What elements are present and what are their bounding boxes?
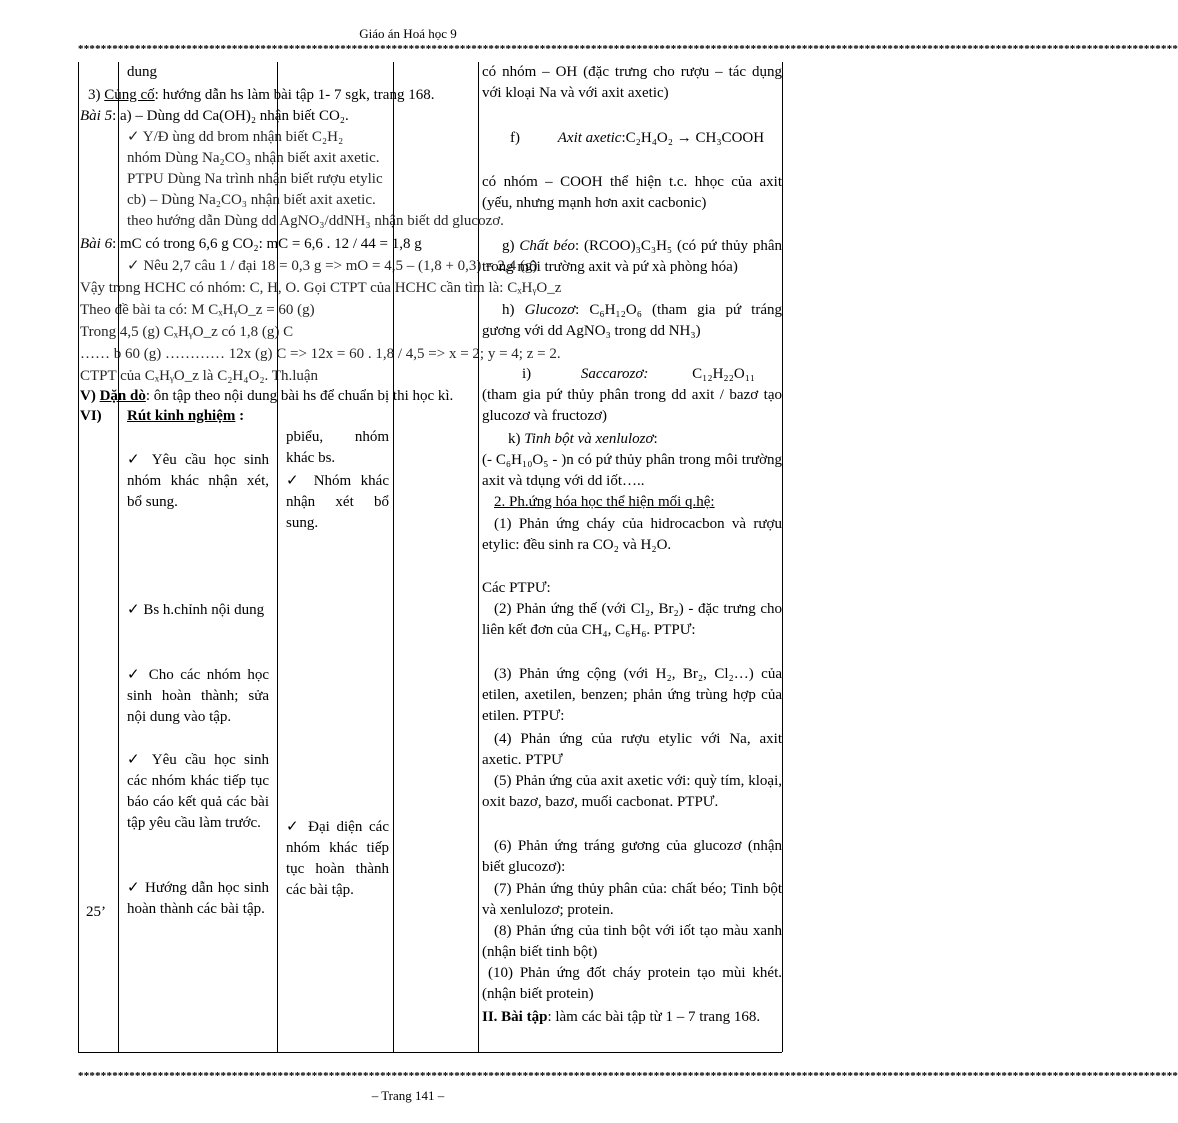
- col4-reaction: (5) Phản ứng của axit axetic với: quỳ tím, kloại, oxit bazơ, bazơ, muối cacbonat. PTPƯ.: [482, 773, 782, 810]
- col4-acetic-acid: f) Axit axetic:C₂H₄O₂ → CH₃COOH: [510, 130, 765, 146]
- col4-reaction: (7) Phản ứng thủy phân của: chất béo; Tinh bột và xenlulozơ; protein.: [482, 881, 782, 918]
- bai5-text: : a) – Dùng dd Ca(OH)₂ nhận biết CO₂.: [112, 108, 349, 124]
- overlap-line: …… b 60 (g) ………… 12x (g) C => 12x = 60 . 1,8 / 4,5 => x = 2; y = 4; z = 2.: [80, 346, 561, 362]
- cung-co-line: [88, 85, 434, 106]
- overlap-line: Vậy trong HCHC có nhóm: C, H, O. Gọi CTPT của HCHC cần tìm là: CₓHᵧO_z: [80, 280, 562, 296]
- col4-reaction: (1) Phản ứng cháy của hidrocacbon và rượu etylic: đều sinh ra CO₂ và H₂O.: [482, 516, 782, 553]
- bai6-label: Bài 6: [80, 236, 113, 252]
- col4-reaction: (6) Phản ứng tráng gương của glucozơ (nhận biết glucozơ):: [482, 838, 782, 875]
- table-border-bottom: [78, 1052, 782, 1053]
- footer-star-divider: *************************************************************************************************************************************************************************************************: [78, 1070, 1178, 1082]
- col2-paragraph: ✓ Bs h.chỉnh nội dung: [127, 602, 265, 618]
- col4-starch-desc: (- C₆H₁₀O₅ - )n có pứ thủy phân trong môi trường axit và tdụng với dd iốt…..: [482, 452, 782, 489]
- col4-reaction: (4) Phản ứng của rượu etylic với Na, axit axetic. PTPƯ: [482, 731, 782, 768]
- col4-fat: g) Chất béo: (RCOO)₃C₃H₅ (có pứ thủy phân trong môi trường axit và pứ xà phòng hóa): [482, 238, 782, 275]
- overlap-line: cb) – Dùng Na₂CO₃ nhận biết axit axetic.: [127, 192, 376, 208]
- col4-hydroxyl-text: có nhóm – OH (đặc trưng cho rượu – tác dụng với kloại Na và với axit axetic): [482, 64, 782, 101]
- bai6-text: : mC có trong 6,6 g CO₂: mC = 6,6 . 12 / 44 = 1,8 g: [112, 236, 422, 252]
- overlap-line: Theo đề bài ta có: M CₓHᵧO_z = 60 (g): [80, 302, 315, 318]
- col4-acetic-desc: có nhóm – COOH thể hiện t.c. hhọc của axit (yếu, nhưng mạnh hơn axit cacbonic): [482, 174, 782, 211]
- col4-reaction: (10) Phản ứng đốt cháy protein tạo mùi khét. (nhận biết protein): [482, 965, 782, 1002]
- col4-section-2: 2. Ph.ứng hóa học thể hiện mối q.hệ:: [494, 494, 715, 510]
- col4-reaction: (3) Phản ứng cộng (với H₂, Br₂, Cl₂…) của etilen, axetilen, benzen; phản ứng trùng hợp của etilen. PTPƯ:: [482, 666, 782, 724]
- text-dung: dung: [127, 64, 157, 80]
- cung-co-text: : hướng dẫn hs làm bài tập 1- 7 sgk, trang 168.: [154, 87, 435, 103]
- col4-starch: k) Tinh bột và xenlulozơ:: [508, 431, 658, 447]
- page-header-title: Giáo án Hoá học 9: [359, 26, 457, 41]
- col2-paragraph: ✓ Yêu cầu học sinh các nhóm khác tiếp tục báo cáo kết quả các bài tập yêu cầu làm trước.: [127, 752, 269, 831]
- bai5-line: [80, 106, 349, 127]
- header-star-divider: *************************************************************************************************************************************************************************************************: [78, 43, 1178, 55]
- overlap-line: theo hướng dẫn Dùng dd AgNO₃/ddNH₃ nhận biết dd glucozơ.: [127, 213, 504, 229]
- page-number: – Trang 141 –: [371, 1088, 445, 1103]
- col2-paragraph: ✓ Hướng dẫn học sinh hoàn thành các bài tập.: [127, 880, 269, 917]
- col4-reaction-note: Các PTPƯ:: [482, 580, 551, 596]
- dan-do-label: Dặn dò: [99, 388, 146, 404]
- cung-co-label: Củng cố: [104, 87, 155, 103]
- table-border-right: [782, 62, 783, 1052]
- col4-reaction: (2) Phản ứng thế (với Cl₂, Br₂) - đặc trưng cho liên kết đơn của CH₄, C₆H₆. PTPƯ:: [482, 601, 782, 638]
- bai6-line: [80, 234, 422, 255]
- overlap-line: ✓ Nêu 2,7 câu 1 / đại 18 = 0,3 g => mO = 4,5 – (1,8 + 0,3) = 2,4 (g): [127, 258, 538, 274]
- col4-reaction: (8) Phản ứng của tinh bột với iốt tạo màu xanh (nhận biết tinh bột): [482, 923, 782, 960]
- col3-paragraph: ✓ Nhóm khác nhận xét bổ sung.: [286, 473, 389, 531]
- col3-paragraph: ✓ Đại diện các nhóm khác tiếp tục hoàn thành các bài tập.: [286, 819, 389, 898]
- overlap-line: PTPU Dùng Na trình nhận biết rượu etylic: [127, 171, 383, 187]
- overlap-line: Trong 4,5 (g) CₓHᵧO_z có 1,8 (g) C: [80, 324, 294, 340]
- col4-exercises: II. Bài tập: làm các bài tập từ 1 – 7 trang 168.: [482, 1009, 761, 1025]
- rkn-line: Rút kinh nghiệm :: [127, 408, 245, 424]
- col3-paragraph: pbiểu, nhóm khác bs.: [286, 429, 389, 466]
- col2-paragraph: ✓ Cho các nhóm học sinh hoàn thành; sửa nội dung vào tập.: [127, 667, 269, 725]
- overlap-line: nhóm Dùng Na₂CO₃ nhận biết axit axetic.: [127, 150, 380, 166]
- rkn-label: Rút kinh nghiệm: [127, 408, 236, 424]
- dan-do-num: V): [80, 388, 96, 404]
- col4-glucose: h) Glucozơ: C₆H₁₂O₆ (tham gia pứ tráng gương với dd AgNO₃ trong dd NH₃): [482, 302, 782, 339]
- time-label: 25’: [86, 904, 106, 920]
- dan-do-text: : ôn tập theo nội dung bài hs để chuẩn bị thi học kì.: [145, 388, 454, 404]
- exercises-label: II. Bài tập: [482, 1009, 548, 1025]
- table-border-left: [78, 62, 79, 1052]
- bai5-label: Bài 5: [80, 108, 113, 124]
- rkn-num: VI): [80, 408, 102, 424]
- col4-saccharose: i) Saccarozơ: C₁₂H₂₂O₁₁: [522, 366, 756, 382]
- col4-saccharose-desc: (tham gia pứ thủy phân trong dd axit / bazơ tạo glucozơ và fructozơ): [482, 387, 782, 424]
- overlap-line: ✓ Y/Đ ùng dd brom nhận biết C₂H₂: [127, 129, 344, 145]
- overlap-line: CTPT của CₓHᵧO_z là C₂H₄O₂. Th.luận: [80, 368, 319, 384]
- col2-paragraph: ✓ Yêu cầu học sinh nhóm khác nhận xét, bổ sung.: [127, 452, 269, 510]
- acetic-acid-name: Axit axetic: [557, 130, 622, 146]
- table-column-divider: [118, 62, 119, 1052]
- cung-co-num: 3): [88, 87, 101, 103]
- dan-do-line: [80, 386, 453, 407]
